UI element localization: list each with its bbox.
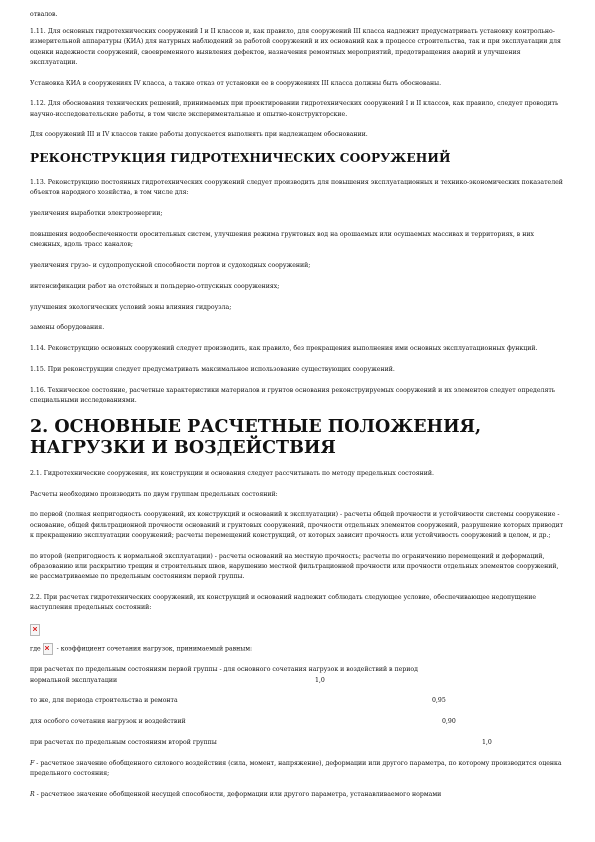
symbol-r-definition: расчетное значение обобщенной несущей способности, деформации или другого параметра, устанавливаемого нормами [40, 790, 442, 798]
broken-image-icon [43, 643, 53, 655]
paragraph: 1.13. Реконструкцию постоянных гидротехнических сооружений следует производить для повышения эксплуатационных и технико-экономических показателей объектов народного хозяйства, в том числе для: [30, 179, 563, 197]
paragraph: 1.11. Для основных гидротехнических сооружений I и II классов и, как правило, для сооружений III класса надлежит предусматривать установку контрольно-измерительной аппаратуры (КИА) для натурных наблюдений за работой сооружений и их оснований как в процессе строительства, так и при эксплуатации для оценки надежности сооружений, своевременного выявления дефектов, назначения ремонтных мероприятий, предотвращения аварий и улучшения эксплуатации. [30, 28, 561, 66]
document-page [30, 10, 568, 811]
coefficient-row [30, 738, 568, 748]
section-heading-2: 2. ОСНОВНЫЕ РАСЧЕТНЫЕ ПОЛОЖЕНИЯ, НАГРУЗКИ И ВОЗДЕЙСТВИЯ [30, 416, 482, 458]
coefficient-row-label: при расчетах по предельным состояниям второй группы [30, 738, 217, 746]
paragraph: 2.1. Гидротехнические сооружения, их конструкции и основания следует рассчитывать по методу предельных состояний. [30, 469, 434, 477]
paragraph: по второй (непригодность к нормальной эксплуатации) - расчеты оснований на местную прочность; расчеты по ограничению перемещений и деформаций, образованию или раскрытию трещин и строительных швов, нарушению местной фильтрационной прочности или прочности отдельных элементов сооружений, не рассматриваемые по предельным состояниям первой группы. [30, 552, 559, 580]
paragraph: Для сооружений III и IV классов такие работы допускается выполнять при надлежащем обосновании. [30, 131, 368, 139]
list-item: увеличения выработки электроэнергии; [30, 210, 163, 218]
paragraph: 1.15. При реконструкции следует предусматривать максимальное использование существующих сооружений. [30, 365, 395, 373]
coefficient-definition: - коэффициент сочетания нагрузок, принимаемый равным: [56, 645, 253, 653]
coefficient-row-value: 0,95 [432, 697, 446, 705]
paragraph: отвалов. [30, 11, 58, 18]
coefficient-row-value: 1,0 [482, 738, 492, 746]
coefficient-row-label: при расчетах по предельным состояниям первой группы - для основного сочетания нагрузок и воздействий в период нормальной эксплуатации [30, 666, 418, 684]
paragraph: по первой (полная непригодность сооружений, их конструкций и оснований к эксплуатации) - расчеты общей прочности и устойчивости системы сооружение - основание, общей фильтрационной прочности оснований и грунтовых сооружений, прочности отдельных элементов сооружений, разрушение которых приводит к прекращению эксплуатации сооружений; расчеты перемещений конструкций, от которых зависит прочность или устойчивость сооружений в целом, и др.; [30, 511, 564, 539]
symbol-f: F - [30, 759, 39, 767]
paragraph: 1.16. Техническое состояние, расчетные характеристики материалов и грунтов основания реконструируемых сооружений и их элементов следует определять специальными исследованиями. [30, 386, 556, 404]
symbol-f-definition: расчетное значение обобщенного силового воздействия (сила, момент, напряжение), деформации или другого параметра, по которому производится оценка предельного состояния; [30, 759, 562, 777]
paragraph: 1.14. Реконструкцию основных сооружений следует производить, как правило, без прекращения выполнения ими основных эксплуатационных функций. [30, 345, 538, 353]
section-heading-reconstruction: РЕКОНСТРУКЦИЯ ГИДРОТЕХНИЧЕСКИХ СООРУЖЕНИЙ [30, 151, 451, 166]
coefficient-row-label: для особого сочетания нагрузок и воздействий [30, 718, 186, 726]
list-item: увеличения грузо- и судопропускной способности портов и судоходных сооружений; [30, 262, 311, 269]
list-item: замены оборудования. [30, 324, 105, 332]
list-item: улучшения экологических условий зоны влияния гидроузла; [30, 303, 232, 311]
coefficient-row-value: 1,0 [315, 676, 325, 684]
where-label: где [30, 645, 41, 653]
paragraph: 1.12. Для обоснования технических решений, принимаемых при проектировании гидротехнических сооружений I и II классов, как правило, следует проводить научно-исследовательские работы, в том числе экспериментальные и опытно-конструкторские. [30, 100, 559, 118]
broken-image-icon [30, 624, 40, 636]
symbol-r: R - [30, 790, 39, 798]
list-item: интенсификации работ на отстойных и польдерно-отпускных сооружениях; [30, 282, 280, 290]
formula-image [30, 624, 568, 636]
paragraph: 2.2. При расчетах гидротехнических сооружений, их конструкций и оснований надлежит соблюдать следующее условие, обеспечивающее недопущение наступления предельных состояний: [30, 593, 537, 611]
coefficient-row-label: то же, для периода строительства и ремонта [30, 697, 178, 705]
paragraph [30, 790, 568, 800]
paragraph [30, 643, 568, 655]
list-item: повышения водообеспеченности оросительных систем, улучшения режима грунтовых вод на орошаемых или осушаемых массивах и территориях, в них смежных, вдоль трасс каналов; [30, 231, 535, 249]
paragraph: Установка КИА в сооружениях IV класса, а также отказ от установки ее в сооружениях III класса должны быть обоснованы. [30, 79, 442, 87]
coefficient-row-value: 0,90 [442, 718, 456, 726]
paragraph: Расчеты необходимо производить по двум группам предельных состояний: [30, 490, 278, 498]
coefficient-row [30, 665, 568, 685]
paragraph [30, 759, 568, 779]
coefficient-row [30, 696, 568, 706]
coefficient-row [30, 717, 568, 727]
